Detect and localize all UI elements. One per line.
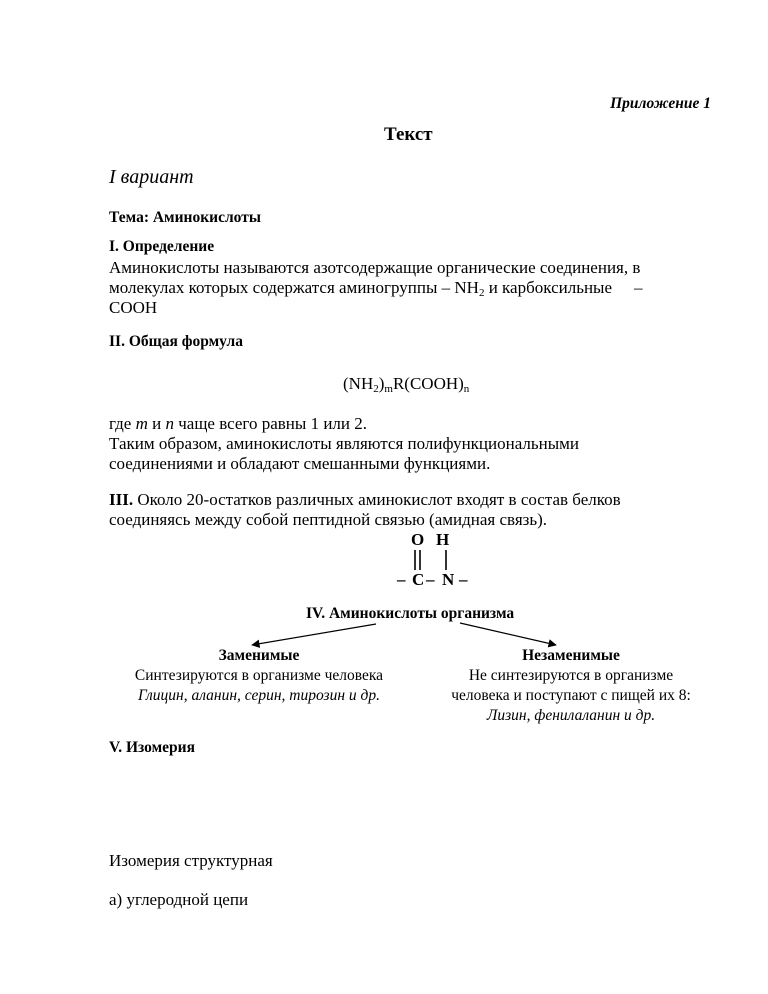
essential-title: Незаменимые [522, 647, 620, 664]
atom-nitrogen: N [442, 570, 455, 589]
definition-text-b: и карбоксильные [484, 278, 613, 297]
bond-right: – [459, 570, 468, 589]
formula-sub-m: m [384, 383, 393, 395]
peptide-line-2: соединяясь между собой пептидной связью (амидная связь). [109, 510, 548, 529]
essential-examples: Лизин, фенилаланин и др. [486, 707, 656, 724]
arrow-to-essential [460, 623, 556, 645]
isomerism-heading: V. Изомерия [109, 739, 195, 756]
bond-middle: – [426, 570, 435, 589]
formula-heading: II. Общая формула [109, 333, 243, 350]
definition-heading: I. Определение [109, 238, 215, 255]
note-rest: чаще всего равны 1 или 2. [173, 414, 367, 433]
appendix-label: Приложение 1 [610, 95, 711, 112]
bond-left: – [397, 570, 406, 589]
formula-note-line-3: соединениями и обладают смешанными функциями. [109, 454, 491, 473]
replaceable-examples: Глицин, аланин, серин, тирозин и др. [138, 687, 380, 704]
page-title: Текст [384, 124, 433, 145]
amino-acids-heading: IV. Аминокислоты организма [306, 605, 515, 622]
double-bond [415, 550, 420, 570]
isomerism-carbon-chain: а) углеродной цепи [109, 890, 249, 909]
formula-part-b: ) [378, 374, 385, 393]
peptide-text: Около 20-остатков различных аминокислот входят в состав белков [133, 490, 621, 509]
essential-description-2: человека и поступают с пищей их 8: [451, 687, 691, 704]
isomerism-structural: Изомерия структурная [109, 851, 273, 870]
note-m: m [135, 414, 148, 433]
definition-dash: – [634, 278, 643, 297]
atom-carbon: C [412, 570, 425, 589]
formula-sub-n: n [463, 383, 470, 395]
atom-oxygen: O [411, 530, 425, 549]
replaceable-title: Заменимые [218, 647, 300, 664]
note-mid: и [147, 414, 166, 433]
peptide-heading: III. [109, 490, 134, 509]
essential-description-1: Не синтезируются в организме [468, 667, 674, 684]
note-n: n [165, 414, 174, 433]
nh2-subscript: 2 [478, 287, 485, 299]
atom-hydrogen: H [436, 530, 450, 549]
formula-sub-2: 2 [373, 383, 379, 395]
formula-note-line-2: Таким образом, аминокислоты являются полифункциональными [109, 434, 580, 453]
replaceable-description: Синтезируются в организме человека [134, 667, 384, 684]
definition-line-3: COOH [109, 298, 158, 317]
note-pre: где [109, 414, 136, 433]
definition-line-1: Аминокислоты называются азотсодержащие органические соединения, в [109, 258, 641, 277]
arrow-to-replaceable [252, 624, 376, 645]
variant-heading: I вариант [109, 166, 194, 188]
formula-part-c: R(COOH) [392, 374, 464, 393]
definition-text-a: молекулах которых содержатся аминогруппы – NH [109, 278, 479, 297]
topic-heading: Тема: Аминокислоты [109, 209, 261, 226]
formula-part-a: (NH [343, 374, 374, 393]
